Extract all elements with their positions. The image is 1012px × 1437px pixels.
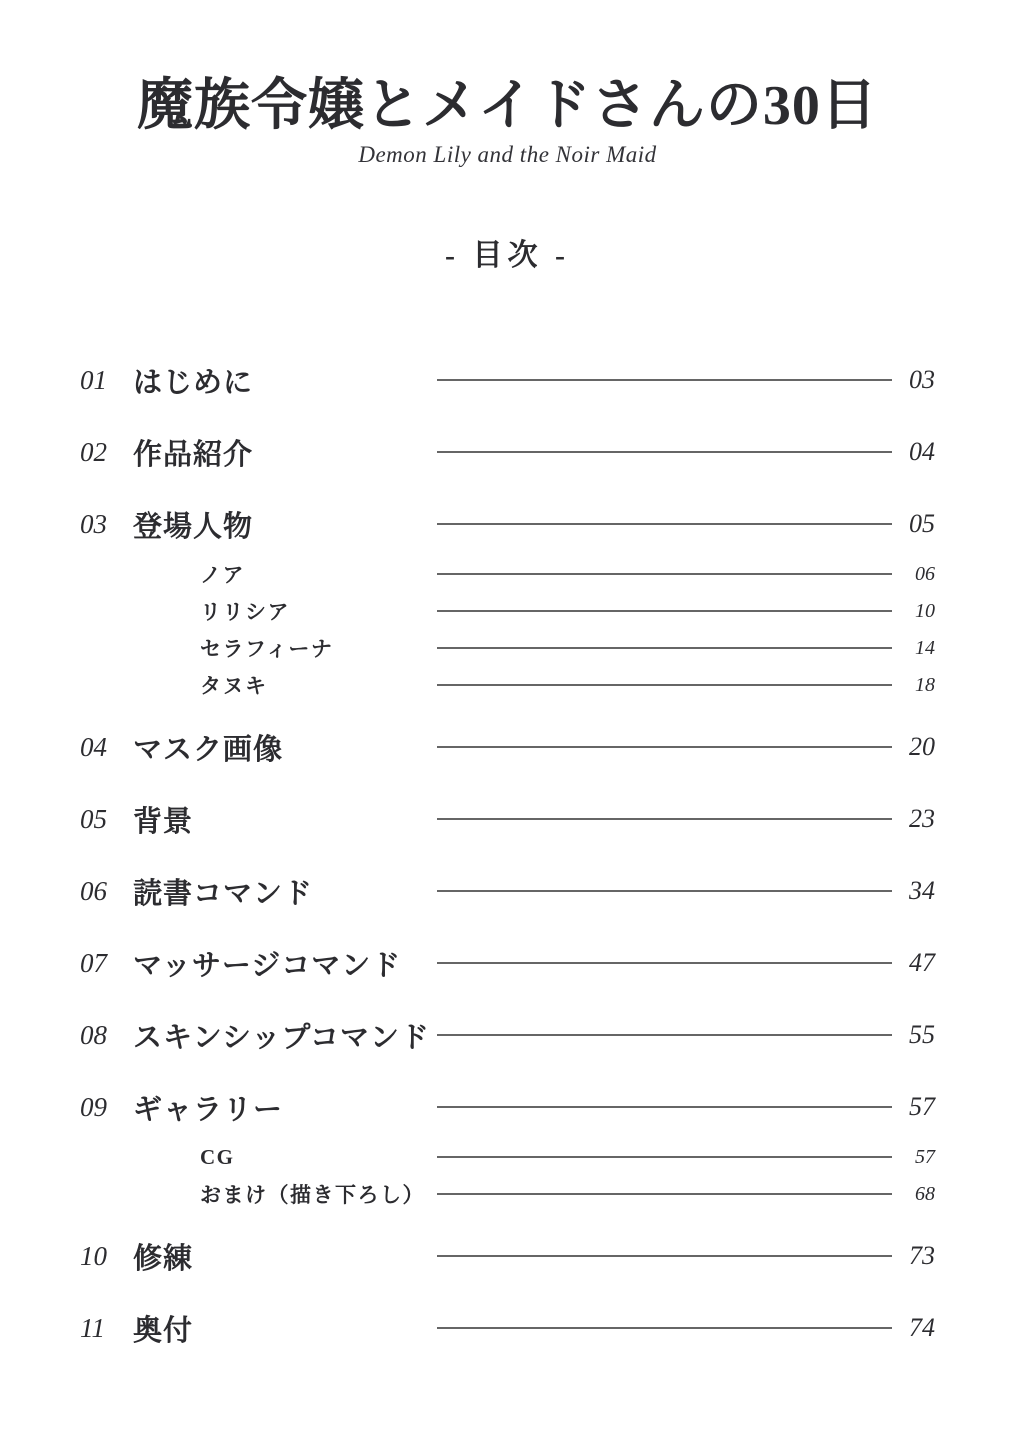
leader-line	[437, 818, 892, 820]
toc-entry-shuren	[80, 1240, 935, 1275]
toc-entry-page: 68	[915, 1182, 935, 1205]
leader-line	[437, 451, 892, 453]
toc-entry-page: 73	[909, 1241, 935, 1271]
leader-line	[437, 1106, 892, 1108]
toc-entry-page: 55	[909, 1020, 935, 1050]
toc-entry-haikei	[80, 803, 935, 838]
toc-subentry-serafina	[80, 636, 935, 660]
toc-entry-number: 02	[80, 436, 107, 467]
leader-line	[437, 890, 892, 892]
leader-line	[437, 1327, 892, 1329]
toc-entry-page: 57	[915, 1145, 935, 1168]
toc-entry-tojo-jinbutsu	[80, 508, 935, 543]
page-subtitle: Demon Lily and the Noir Maid	[358, 142, 657, 168]
toc-entry-page: 34	[909, 876, 935, 906]
toc-entry-page: 04	[909, 437, 935, 467]
toc-entry-label: マスク画像	[133, 733, 284, 766]
toc-entry-page: 57	[909, 1092, 935, 1122]
toc-list	[80, 364, 935, 1347]
toc-entry-label: スキンシップコマンド	[133, 1021, 430, 1054]
toc-entry-page: 20	[909, 732, 935, 762]
toc-entry-page: 03	[909, 365, 935, 395]
toc-subentry-noa	[80, 562, 935, 586]
leader-line	[437, 962, 892, 964]
toc-subentry-tanuki	[80, 673, 935, 697]
toc-entry-label: 修練	[133, 1242, 194, 1275]
toc-entry-number: 04	[80, 731, 107, 762]
toc-entry-label: 作品紹介	[133, 438, 254, 471]
toc-entry-label: 読書コマンド	[133, 877, 314, 910]
toc-entry-label: 背景	[133, 805, 194, 838]
toc-entry-page: 05	[909, 509, 935, 539]
toc-entry-mask-gazo	[80, 731, 935, 766]
toc-entry-label: ギャラリー	[133, 1093, 284, 1126]
toc-entry-number: 10	[80, 1240, 107, 1271]
toc-subentry-lilisia	[80, 599, 935, 623]
toc-entry-number: 11	[80, 1312, 105, 1343]
toc-entry-page: 74	[909, 1313, 935, 1343]
toc-heading: - 目次 -	[445, 239, 570, 273]
toc-entry-label: マッサージコマンド	[133, 949, 402, 982]
leader-line	[437, 1255, 892, 1257]
toc-subentry-cg	[80, 1145, 935, 1169]
toc-entry-page: 18	[915, 673, 935, 696]
leader-line	[437, 573, 892, 575]
toc-entry-gallery	[80, 1091, 935, 1126]
toc-entry-label: ノア	[200, 563, 245, 588]
leader-line	[437, 684, 892, 686]
leader-line	[437, 746, 892, 748]
leader-line	[437, 610, 892, 612]
toc-entry-dokusho-command	[80, 875, 935, 910]
leader-line	[437, 647, 892, 649]
toc-entry-label: CG	[200, 1144, 235, 1169]
toc-entry-number: 03	[80, 508, 107, 539]
toc-entry-label: 奥付	[133, 1314, 194, 1347]
toc-entry-hajimeni	[80, 364, 935, 399]
toc-entry-label: セラフィーナ	[200, 637, 334, 662]
toc-entry-page: 23	[909, 804, 935, 834]
toc-entry-number: 05	[80, 803, 107, 834]
toc-entry-number: 01	[80, 364, 107, 395]
toc-entry-okuzuke	[80, 1312, 935, 1347]
toc-entry-label: リリシア	[200, 600, 290, 625]
leader-line	[437, 523, 892, 525]
toc-entry-number: 09	[80, 1091, 107, 1122]
toc-entry-label: はじめに	[133, 366, 254, 399]
toc-entry-page: 06	[915, 562, 935, 585]
toc-entry-number: 08	[80, 1019, 107, 1050]
page-title: 魔族令嬢とメイドさんの30日	[137, 75, 878, 137]
toc-entry-page: 47	[909, 948, 935, 978]
toc-entry-massage-command	[80, 947, 935, 982]
toc-entry-label: タヌキ	[200, 674, 268, 699]
toc-entry-label: 登場人物	[133, 510, 254, 543]
title-block	[80, 74, 935, 168]
toc-entry-skinship-command	[80, 1019, 935, 1054]
leader-line	[437, 1193, 892, 1195]
leader-line	[437, 1034, 892, 1036]
leader-line	[437, 379, 892, 381]
toc-entry-sakuhin-shokai	[80, 436, 935, 471]
toc-entry-page: 10	[915, 599, 935, 622]
toc-entry-label: おまけ（描き下ろし）	[200, 1183, 425, 1208]
leader-line	[437, 1156, 892, 1158]
toc-entry-number: 06	[80, 875, 107, 906]
toc-subentry-omake	[80, 1182, 935, 1206]
toc-entry-number: 07	[80, 947, 107, 978]
toc-entry-page: 14	[915, 636, 935, 659]
